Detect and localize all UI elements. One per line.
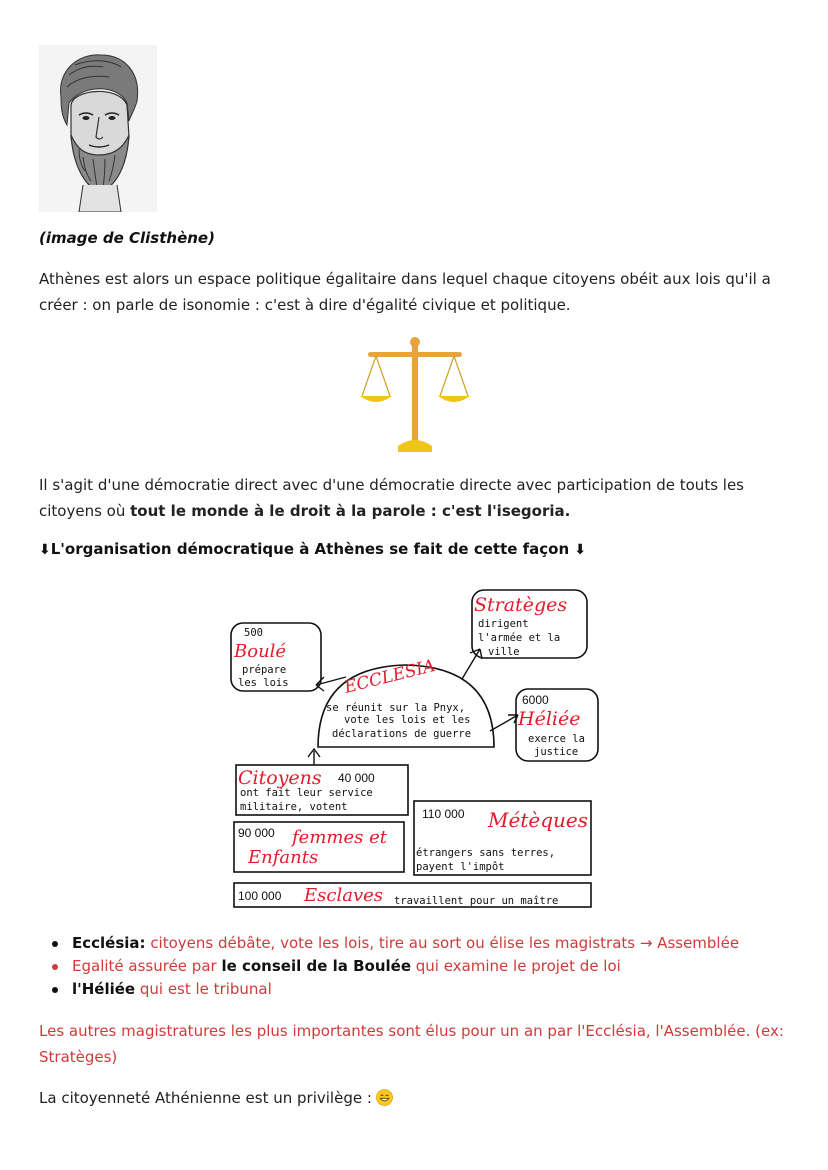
institutions-list [48, 932, 808, 1001]
esclaves-name: Esclaves [304, 885, 384, 906]
meteques-line1: étrangers sans terres, [416, 847, 556, 859]
femmes-name1: femmes et [292, 827, 387, 848]
scale-of-justice-icon [358, 336, 472, 458]
boule-count: 500 [244, 627, 263, 639]
ecclesia-line3: déclarations de guerre [332, 728, 472, 740]
ecclesia-name: ECCLESIA [342, 656, 438, 698]
bullet-dot [52, 987, 58, 993]
boule-name: Boulé [234, 641, 287, 662]
isonomie-paragraph: Athènes est alors un espace politique égalitaire dans lequel chaque citoyens obéit aux lois qu'il a créer : on parle de isonomie : c'est à dire d'égalité civique et politique. [39, 270, 771, 314]
heading-text: L'organisation démocratique à Athènes se fait de cette façon [50, 540, 570, 558]
esclaves-line1: travaillent pour un maître [394, 895, 559, 907]
isegoria-paragraph [39, 472, 799, 524]
clisthene-portrait [39, 45, 157, 212]
meteques-name: Métèques [488, 808, 588, 832]
heliee-label: l'Héliée [72, 980, 136, 998]
boule-line1: prépare [242, 664, 287, 676]
grinning-face-icon [376, 1089, 393, 1106]
femmes-name2: Enfants [248, 847, 319, 868]
heliee-count: 6000 [522, 693, 549, 707]
ecclesia-line1: se réunit sur la Pnyx, [326, 702, 466, 714]
boulee-desc: qui examine le projet de loi [411, 957, 621, 975]
strateges-line2: l'armée et la [478, 632, 561, 644]
portrait-caption: (image de Clisthène) [39, 229, 215, 247]
magistratures-paragraph: Les autres magistratures les plus importantes sont élus pour un an par l'Ecclésia, l'Assemblée. (ex: Stratèges) [39, 1022, 784, 1066]
heliee-desc: qui est le tribunal [135, 980, 272, 998]
strateges-line3: ville [488, 646, 520, 658]
bullet-dot [52, 964, 58, 970]
heliee-line2: justice [534, 746, 579, 758]
meteques-line2: payent l'impôt [416, 861, 505, 873]
list-item [48, 978, 808, 1001]
strateges-line1: dirigent [478, 618, 529, 630]
meteques-count: 110 000 [422, 807, 465, 821]
isegoria-bold-text: tout le monde à le droit à la parole : c'est l'isegoria. [130, 502, 571, 520]
down-arrow-icon: ⬇ [39, 542, 51, 558]
strateges-name: Stratèges [474, 594, 568, 616]
citoyens-name: Citoyens [238, 767, 322, 789]
isegoria-text: Il s'agit d'une démocratie direct avec d'une démocratie directe avec participation de touts les citoyens où [39, 476, 744, 520]
esclaves-count: 100 000 [238, 889, 282, 903]
boulee-label: le conseil de la Boulée [221, 957, 411, 975]
citoyens-count: 40 000 [338, 771, 375, 785]
boule-line2: les lois [238, 677, 289, 689]
ecclesia-line2: vote les lois et les [344, 714, 471, 726]
list-item [48, 932, 808, 955]
citoyens-line1: ont fait leur service [240, 787, 373, 799]
organisation-heading [39, 540, 586, 558]
ecclesia-desc: citoyens débâte, vote les lois, tire au sort ou élise les magistrats → Assemblée [145, 934, 740, 952]
citoyennete-text: La citoyenneté Athénienne est un privilège : [39, 1089, 372, 1107]
heliee-name: Héliée [518, 708, 581, 730]
heliee-line1: exerce la [528, 733, 585, 745]
down-arrow-icon: ⬇ [574, 542, 587, 558]
egalite-desc: Egalité assurée par [72, 957, 222, 975]
bullet-dot [52, 941, 58, 947]
citoyens-line2: militaire, votent [240, 801, 348, 813]
list-item [48, 955, 808, 978]
citoyennete-line [39, 1089, 393, 1107]
femmes-count: 90 000 [238, 826, 275, 840]
ecclesia-label: Ecclésia: [72, 934, 146, 952]
athens-organisation-diagram [226, 585, 604, 913]
